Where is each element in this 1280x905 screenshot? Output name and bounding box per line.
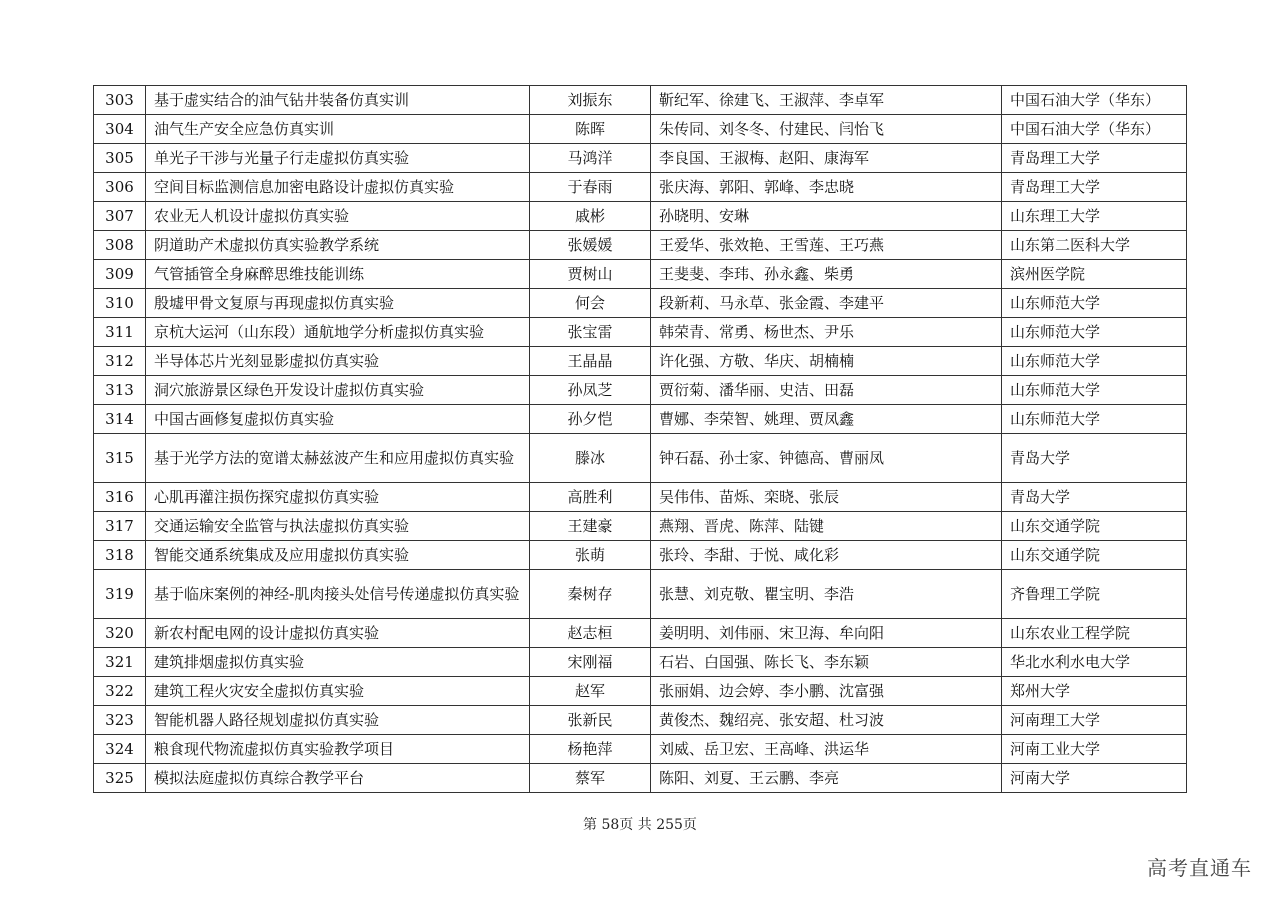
project-title: 京杭大运河（山东段）通航地学分析虚拟仿真实验 — [146, 318, 530, 347]
row-number: 307 — [94, 202, 146, 231]
project-lead: 马鸿洋 — [530, 144, 651, 173]
project-lead: 蔡军 — [530, 764, 651, 793]
project-lead: 秦树存 — [530, 570, 651, 619]
team-members: 韩荣青、常勇、杨世杰、尹乐 — [651, 318, 1002, 347]
project-title: 建筑工程火灾安全虚拟仿真实验 — [146, 677, 530, 706]
project-lead: 何会 — [530, 289, 651, 318]
project-lead: 张萌 — [530, 541, 651, 570]
table-row — [94, 347, 1187, 376]
team-members: 刘威、岳卫宏、王高峰、洪运华 — [651, 735, 1002, 764]
table-row — [94, 735, 1187, 764]
table-row — [94, 86, 1187, 115]
row-number: 310 — [94, 289, 146, 318]
row-number: 316 — [94, 483, 146, 512]
team-members: 黄俊杰、魏绍亮、张安超、杜习波 — [651, 706, 1002, 735]
row-number: 312 — [94, 347, 146, 376]
table-row — [94, 764, 1187, 793]
row-number: 306 — [94, 173, 146, 202]
row-number: 325 — [94, 764, 146, 793]
project-title: 智能机器人路径规划虚拟仿真实验 — [146, 706, 530, 735]
project-lead: 戚彬 — [530, 202, 651, 231]
team-members: 姜明明、刘伟丽、宋卫海、牟向阳 — [651, 619, 1002, 648]
project-lead: 陈晖 — [530, 115, 651, 144]
school-name: 河南大学 — [1002, 764, 1187, 793]
row-number: 320 — [94, 619, 146, 648]
table-row — [94, 512, 1187, 541]
project-lead: 张新民 — [530, 706, 651, 735]
project-title: 单光子干涉与光量子行走虚拟仿真实验 — [146, 144, 530, 173]
project-lead: 赵军 — [530, 677, 651, 706]
table-row — [94, 173, 1187, 202]
project-lead: 宋刚福 — [530, 648, 651, 677]
team-members: 张庆海、郭阳、郭峰、李忠晓 — [651, 173, 1002, 202]
school-name: 山东理工大学 — [1002, 202, 1187, 231]
team-members: 张丽娟、边会婷、李小鹏、沈富强 — [651, 677, 1002, 706]
row-number: 324 — [94, 735, 146, 764]
project-title: 殷墟甲骨文复原与再现虚拟仿真实验 — [146, 289, 530, 318]
team-members: 李良国、王淑梅、赵阳、康海军 — [651, 144, 1002, 173]
school-name: 山东交通学院 — [1002, 541, 1187, 570]
project-title: 洞穴旅游景区绿色开发设计虚拟仿真实验 — [146, 376, 530, 405]
team-members: 张慧、刘克敬、瞿宝明、李浩 — [651, 570, 1002, 619]
project-title: 基于虚实结合的油气钻井装备仿真实训 — [146, 86, 530, 115]
school-name: 中国石油大学（华东） — [1002, 86, 1187, 115]
project-lead: 于春雨 — [530, 173, 651, 202]
project-lead: 张媛媛 — [530, 231, 651, 260]
team-members: 张玲、李甜、于悦、咸化彩 — [651, 541, 1002, 570]
table-row — [94, 541, 1187, 570]
row-number: 313 — [94, 376, 146, 405]
project-lead: 孙凤芝 — [530, 376, 651, 405]
team-members: 贾衍菊、潘华丽、史洁、田磊 — [651, 376, 1002, 405]
school-name: 滨州医学院 — [1002, 260, 1187, 289]
table-row — [94, 706, 1187, 735]
team-members: 吴伟伟、苗烁、栾晓、张辰 — [651, 483, 1002, 512]
page-number: 第 58页 共 255页 — [583, 817, 697, 833]
school-name: 山东师范大学 — [1002, 405, 1187, 434]
project-title: 油气生产安全应急仿真实训 — [146, 115, 530, 144]
table-row — [94, 648, 1187, 677]
project-lead: 杨艳萍 — [530, 735, 651, 764]
school-name: 山东师范大学 — [1002, 347, 1187, 376]
project-title: 粮食现代物流虚拟仿真实验教学项目 — [146, 735, 530, 764]
row-number: 311 — [94, 318, 146, 347]
project-title: 建筑排烟虚拟仿真实验 — [146, 648, 530, 677]
team-members: 孙晓明、安琳 — [651, 202, 1002, 231]
project-lead: 刘振东 — [530, 86, 651, 115]
project-lead: 张宝雷 — [530, 318, 651, 347]
row-number: 322 — [94, 677, 146, 706]
project-title: 模拟法庭虚拟仿真综合教学平台 — [146, 764, 530, 793]
table-row — [94, 570, 1187, 619]
school-name: 山东农业工程学院 — [1002, 619, 1187, 648]
project-title: 空间目标监测信息加密电路设计虚拟仿真实验 — [146, 173, 530, 202]
team-members: 石岩、白国强、陈长飞、李东颖 — [651, 648, 1002, 677]
project-title: 智能交通系统集成及应用虚拟仿真实验 — [146, 541, 530, 570]
school-name: 山东师范大学 — [1002, 289, 1187, 318]
school-name: 河南理工大学 — [1002, 706, 1187, 735]
team-members: 朱传同、刘冬冬、付建民、闫怡飞 — [651, 115, 1002, 144]
team-members: 王斐斐、李玮、孙永鑫、柴勇 — [651, 260, 1002, 289]
table-row — [94, 202, 1187, 231]
project-lead: 赵志桓 — [530, 619, 651, 648]
row-number: 318 — [94, 541, 146, 570]
project-title: 交通运输安全监管与执法虚拟仿真实验 — [146, 512, 530, 541]
row-number: 315 — [94, 434, 146, 483]
project-lead: 孙夕恺 — [530, 405, 651, 434]
table-row — [94, 318, 1187, 347]
table-row — [94, 289, 1187, 318]
project-title: 气管插管全身麻醉思维技能训练 — [146, 260, 530, 289]
team-members: 王爱华、张效艳、王雪莲、王巧燕 — [651, 231, 1002, 260]
watermark-logo-text: 高考直通车 — [1147, 856, 1252, 880]
project-lead: 王晶晶 — [530, 347, 651, 376]
team-members: 燕翔、晋虎、陈萍、陆键 — [651, 512, 1002, 541]
row-number: 314 — [94, 405, 146, 434]
table-row — [94, 405, 1187, 434]
team-members: 靳纪军、徐建飞、王淑萍、李卓军 — [651, 86, 1002, 115]
school-name: 山东第二医科大学 — [1002, 231, 1187, 260]
team-members: 许化强、方敬、华庆、胡楠楠 — [651, 347, 1002, 376]
school-name: 山东师范大学 — [1002, 376, 1187, 405]
team-members: 曹娜、李荣智、姚理、贾凤鑫 — [651, 405, 1002, 434]
table-row — [94, 434, 1187, 483]
project-table — [93, 85, 1187, 793]
project-title: 基于临床案例的神经-肌肉接头处信号传递虚拟仿真实验 — [146, 570, 530, 619]
table-row — [94, 144, 1187, 173]
school-name: 郑州大学 — [1002, 677, 1187, 706]
row-number: 319 — [94, 570, 146, 619]
project-title: 半导体芯片光刻显影虚拟仿真实验 — [146, 347, 530, 376]
row-number: 303 — [94, 86, 146, 115]
table-row — [94, 260, 1187, 289]
row-number: 304 — [94, 115, 146, 144]
row-number: 317 — [94, 512, 146, 541]
team-members: 钟石磊、孙士家、钟德高、曹丽凤 — [651, 434, 1002, 483]
table-row — [94, 619, 1187, 648]
school-name: 青岛大学 — [1002, 483, 1187, 512]
project-lead: 滕冰 — [530, 434, 651, 483]
table-row — [94, 231, 1187, 260]
row-number: 305 — [94, 144, 146, 173]
school-name: 山东师范大学 — [1002, 318, 1187, 347]
project-title: 新农村配电网的设计虚拟仿真实验 — [146, 619, 530, 648]
school-name: 齐鲁理工学院 — [1002, 570, 1187, 619]
row-number: 309 — [94, 260, 146, 289]
school-name: 山东交通学院 — [1002, 512, 1187, 541]
row-number: 308 — [94, 231, 146, 260]
table-row — [94, 677, 1187, 706]
table-row — [94, 376, 1187, 405]
school-name: 华北水利水电大学 — [1002, 648, 1187, 677]
school-name: 河南工业大学 — [1002, 735, 1187, 764]
school-name: 青岛大学 — [1002, 434, 1187, 483]
row-number: 323 — [94, 706, 146, 735]
school-name: 青岛理工大学 — [1002, 144, 1187, 173]
team-members: 陈阳、刘夏、王云鹏、李亮 — [651, 764, 1002, 793]
project-title: 中国古画修复虚拟仿真实验 — [146, 405, 530, 434]
project-title: 阴道助产术虚拟仿真实验教学系统 — [146, 231, 530, 260]
project-title: 农业无人机设计虚拟仿真实验 — [146, 202, 530, 231]
table-row — [94, 115, 1187, 144]
project-lead: 贾树山 — [530, 260, 651, 289]
project-lead: 高胜利 — [530, 483, 651, 512]
project-table-body — [94, 86, 1187, 793]
project-title: 基于光学方法的宽谱太赫兹波产生和应用虚拟仿真实验 — [146, 434, 530, 483]
row-number: 321 — [94, 648, 146, 677]
school-name: 青岛理工大学 — [1002, 173, 1187, 202]
table-row — [94, 483, 1187, 512]
team-members: 段新莉、马永草、张金霞、李建平 — [651, 289, 1002, 318]
school-name: 中国石油大学（华东） — [1002, 115, 1187, 144]
project-lead: 王建豪 — [530, 512, 651, 541]
project-title: 心肌再灌注损伤探究虚拟仿真实验 — [146, 483, 530, 512]
